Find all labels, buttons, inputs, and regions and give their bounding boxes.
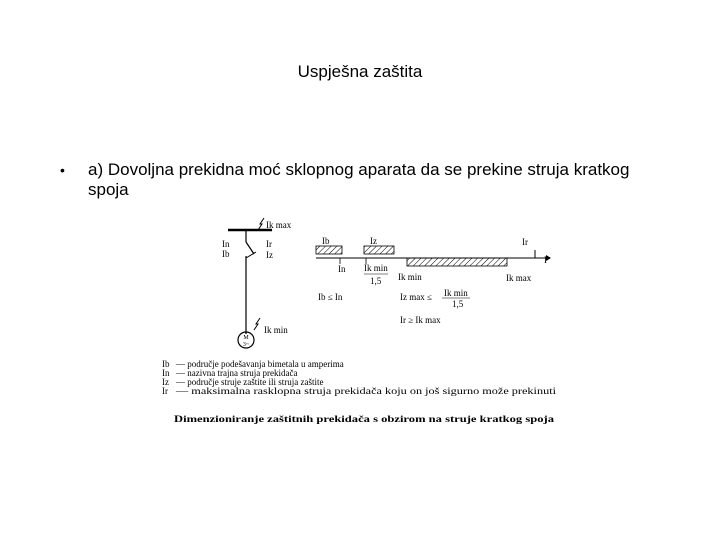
- circuit-schematic: [222, 218, 292, 348]
- condition-2-left: Iz max ≤: [400, 292, 432, 302]
- breaker-contact: [246, 242, 254, 254]
- axis-iz: Iz: [370, 236, 377, 246]
- circuit-ikmax: Ik max: [266, 220, 292, 230]
- conditions: [318, 288, 470, 325]
- circuit-ib: Ib: [222, 249, 230, 259]
- current-axis: [316, 236, 551, 286]
- circuit-ikmin: Ik min: [264, 325, 288, 335]
- figure-caption: Dimenzioniranje zaštitnih prekidača s obzirom na struje kratkog spoja: [174, 415, 555, 425]
- legend-text-ib: — područje podešavanja bimetala u amperima: [176, 359, 344, 369]
- condition-2-num: Ik min: [444, 288, 468, 298]
- ik-range-bar: [407, 258, 507, 266]
- axis-in: In: [338, 264, 346, 274]
- legend-text-iz: — područje struje zaštite ili struja zaštite: [176, 377, 324, 387]
- bullet-text-line2: spoja: [88, 180, 129, 199]
- axis-ib: Ib: [322, 236, 330, 246]
- bullet-text-line1: a) Dovoljna prekidna moć sklopnog aparata da se prekine struja kratkog: [88, 160, 630, 179]
- legend-sym-iz: Iz: [162, 377, 169, 387]
- axis-ikmin-num: Ik min: [364, 263, 388, 273]
- fault-arrow-min-icon: [254, 318, 260, 330]
- legend-sym-ib: Ib: [162, 359, 170, 369]
- circuit-ir: Ir: [266, 239, 272, 249]
- motor-label-m: M: [243, 335, 249, 341]
- condition-1: Ib ≤ In: [318, 292, 343, 302]
- circuit-in: In: [222, 239, 230, 249]
- condition-2-den: 1,5: [452, 299, 464, 309]
- legend: [162, 359, 557, 396]
- legend-text-in: — nazivna trajna struja prekidača: [176, 368, 298, 378]
- legend-text-ir: — maksimalna rasklopna struja prekidača koju on još sigurno može prekinuti: [174, 386, 557, 396]
- axis-ikmin-den: 1,5: [370, 276, 382, 286]
- fault-arrow-icon: [258, 218, 264, 230]
- ib-range-bar: [316, 246, 342, 254]
- bullet-text: [88, 160, 688, 200]
- axis-i: I: [544, 255, 547, 265]
- axis-ir: Ir: [522, 237, 528, 247]
- condition-3: Ir ≥ Ik max: [400, 315, 441, 325]
- slide-title: Uspješna zaštita: [297, 62, 423, 81]
- legend-sym-in: In: [162, 368, 170, 378]
- protection-diagram: [150, 212, 570, 438]
- bullet-dot: •: [60, 162, 65, 178]
- iz-range-bar: [364, 246, 394, 254]
- axis-ikmin: Ik min: [398, 272, 422, 282]
- axis-ikmax: Ik max: [506, 273, 532, 283]
- motor-label-3: 3~: [242, 342, 250, 348]
- circuit-iz: Iz: [266, 250, 273, 260]
- legend-sym-ir: Ir: [162, 386, 168, 396]
